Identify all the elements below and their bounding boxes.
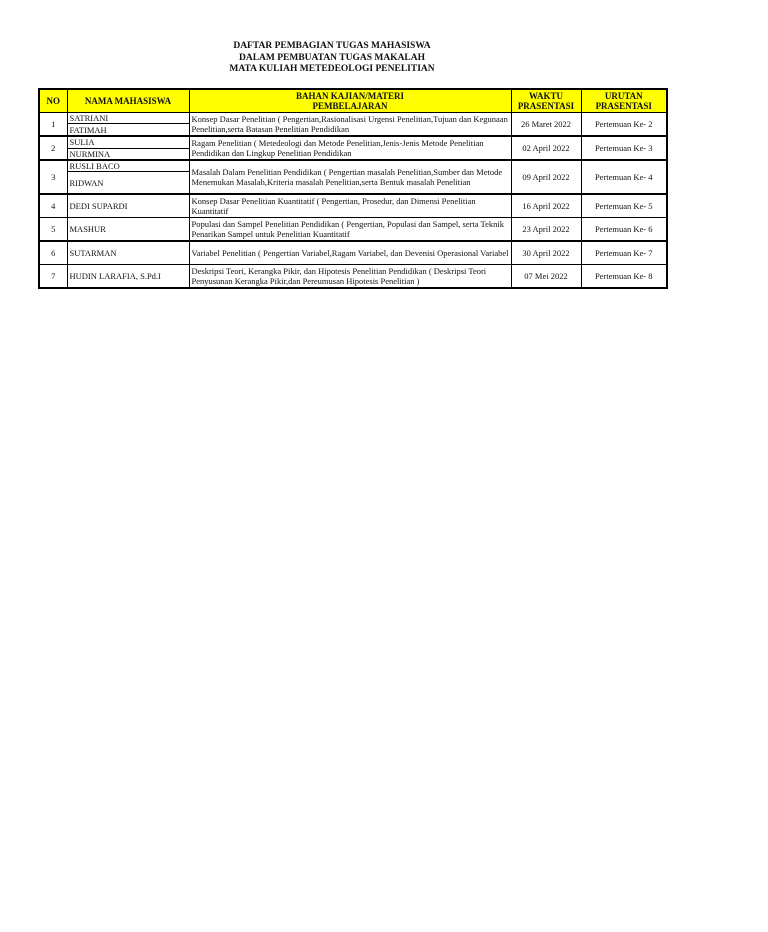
cell-name: SUTARMAN [67, 241, 189, 265]
cell-time: 26 Maret 2022 [511, 113, 581, 137]
document-title [0, 41, 768, 76]
cell-no: 1 [39, 113, 67, 137]
table-row [39, 160, 667, 172]
assignment-table [38, 88, 668, 289]
cell-order: Pertemuan Ke- 5 [581, 194, 667, 218]
cell-no: 2 [39, 136, 67, 160]
cell-topic: Populasi dan Sampel Penelitian Pendidikan ( Pengertian, Populasi dan Sampel, serta Teknik Penarikan Sampel untuk Penelitian Kuantitatif [189, 218, 511, 242]
cell-topic: Deskripsi Teori, Kerangka Pikir, dan Hipotesis Penelitian Pendidikan ( Deskripsi Teori Penyusunan Kerangka Pikir,dan Pereumusan Hipotesis Penelitian ) [189, 265, 511, 289]
cell-name: FATIMAH [67, 124, 189, 136]
cell-topic: Variabel Penelitian ( Pengertian Variabel,Ragam Variabel, dan Devenisi Operasional Variabel [189, 241, 511, 265]
cell-name: SULIA [67, 136, 189, 148]
title-line-2: DALAM PEMBUATAN TUGAS MAKALAH [238, 52, 426, 63]
cell-time: 02 April 2022 [511, 136, 581, 160]
cell-name: DEDI SUPARDI [67, 194, 189, 218]
cell-no: 6 [39, 241, 67, 265]
cell-name: RIDWAN [67, 172, 189, 194]
cell-order: Pertemuan Ke- 6 [581, 218, 667, 242]
cell-time: 09 April 2022 [511, 160, 581, 194]
cell-name: MASHUR [67, 218, 189, 242]
title-line-1: DAFTAR PEMBAGIAN TUGAS MAHASISWA [233, 41, 431, 51]
cell-time: 16 April 2022 [511, 194, 581, 218]
cell-topic: Konsep Dasar Penelitian ( Pengertian,Rasionalisasi Urgensi Penelitian,Tujuan dan Kegunaan Penelitian,serta Batasan Penelitian Pendidikan [189, 113, 511, 137]
table-row [39, 218, 667, 242]
header-topic: BAHAN KAJIAN/MATERI PEMBELAJARAN [189, 89, 511, 113]
table-row [39, 194, 667, 218]
header-no: NO [39, 89, 67, 113]
cell-order: Pertemuan Ke- 3 [581, 136, 667, 160]
table-row [39, 136, 667, 148]
table-row [39, 265, 667, 289]
cell-order: Pertemuan Ke- 2 [581, 113, 667, 137]
cell-order: Pertemuan Ke- 7 [581, 241, 667, 265]
cell-name: NURMINA [67, 148, 189, 160]
table-body [39, 113, 667, 289]
table-row [39, 241, 667, 265]
cell-no: 4 [39, 194, 67, 218]
cell-time: 07 Mei 2022 [511, 265, 581, 289]
table-header-row [39, 89, 667, 113]
cell-time: 30 April 2022 [511, 241, 581, 265]
cell-order: Pertemuan Ke- 8 [581, 265, 667, 289]
cell-no: 7 [39, 265, 67, 289]
header-order: URUTAN PRASENTASI [581, 89, 667, 113]
cell-name: HUDIN LARAFIA, S.Pd.I [67, 265, 189, 289]
cell-topic: Konsep Dasar Penelitian Kuantitatif ( Pengertian, Prosedur, dan Dimensi Penelitian Kuantitatif [189, 194, 511, 218]
header-name: NAMA MAHASISWA [67, 89, 189, 113]
cell-topic: Masalah Dalam Penelitian Pendidikan ( Pengertian masalah Penelitian,Sumber dan Metode Menemukan Masalah,Kriteria masalah Penelitian,serta Bentuk masalah Penelitian [189, 160, 511, 194]
cell-topic: Ragam Penelitian ( Metedeologi dan Metode Penelitian,Jenis-Jenis Metode Penelitian Pendidikan dan Lingkup Penelitian Pendidikan [189, 136, 511, 160]
cell-no: 5 [39, 218, 67, 242]
cell-name: SATRIANI [67, 113, 189, 124]
cell-name: RUSLI BACO [67, 160, 189, 172]
cell-time: 23 April 2022 [511, 218, 581, 242]
table-row [39, 113, 667, 124]
cell-no: 3 [39, 160, 67, 194]
cell-order: Pertemuan Ke- 4 [581, 160, 667, 194]
title-line-3: MATA KULIAH METEDEOLOGI PENELITIAN [229, 64, 435, 74]
header-time: WAKTU PRASENTASI [511, 89, 581, 113]
